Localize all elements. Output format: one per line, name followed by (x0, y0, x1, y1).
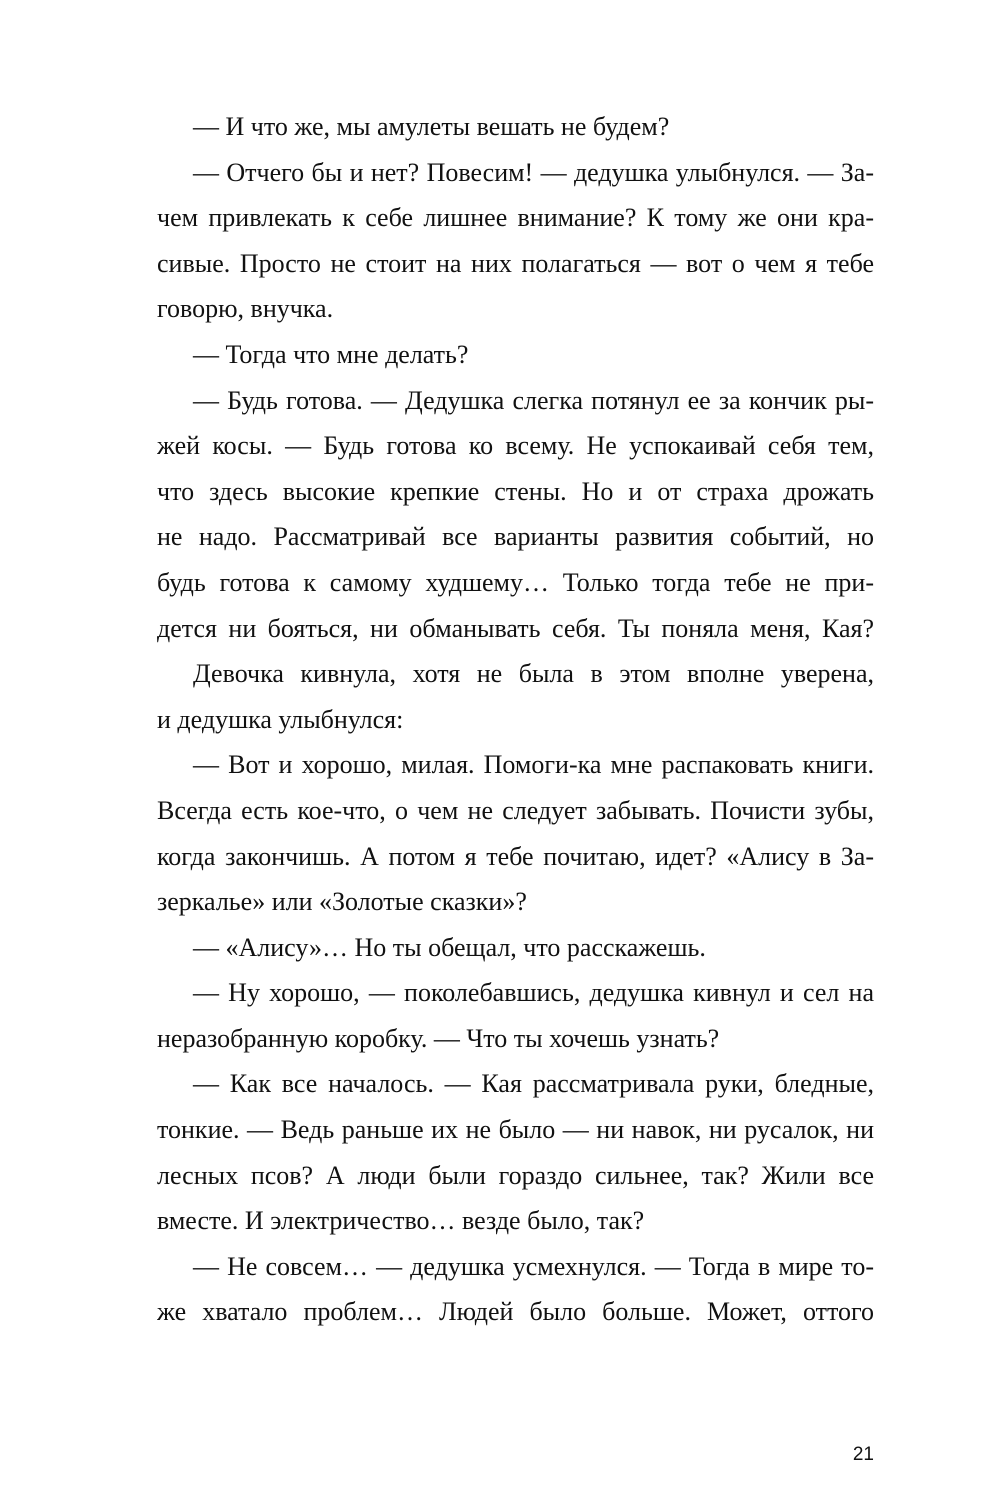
text-line: жей косы. — Будь готова ко всему. Не успокаивай себя тем, (157, 431, 874, 461)
text-line: говорю, внучка. (157, 294, 334, 324)
text-line: — Не совсем… — дедушка усмехнулся. — Тогда в мире то- (193, 1251, 874, 1281)
text-line: вместе. И электричество… везде было, так? (157, 1206, 645, 1236)
text-line: — «Алису»… Но ты обещал, что расскажешь. (193, 932, 706, 962)
text-line: будь готова к самому худшему… Только тогда тебе не при- (157, 567, 874, 597)
text-line: тонкие. — Ведь раньше их не было — ни навок, ни русалок, ни (157, 1115, 874, 1145)
text-line: зеркалье» или «Золотые сказки»? (157, 887, 527, 917)
text-line: не надо. Рассматривай все варианты развития событий, но (157, 522, 874, 552)
text-line: же хватало проблем… Людей было больше. Может, оттого (157, 1297, 874, 1327)
book-page-body (157, 104, 874, 1335)
text-line: — Как все началось. — Кая рассматривала руки, бледные, (193, 1069, 874, 1099)
text-line: дется ни бояться, ни обманывать себя. Ты поняла меня, Кая? (157, 613, 874, 643)
text-line: и дедушка улыбнулся: (157, 704, 404, 734)
text-line: — Ну хорошо, — поколебавшись, дедушка кивнул и сел на (193, 978, 874, 1008)
text-line: сивые. Просто не стоит на них полагаться — вот о чем я тебе (157, 248, 874, 278)
text-line: когда закончишь. А потом я тебе почитаю, идет? «Алису в За- (157, 841, 874, 871)
text-line: — Отчего бы и нет? Повесим! — дедушка улыбнулся. — За- (193, 157, 874, 187)
text-line: — Тогда что мне делать? (193, 339, 469, 369)
text-line: Всегда есть кое-что, о чем не следует забывать. Почисти зубы, (157, 795, 874, 825)
text-line: — И что же, мы амулеты вешать не будем? (193, 112, 670, 141)
text-line: Девочка кивнула, хотя не была в этом вполне уверена, (193, 659, 874, 689)
text-line: лесных псов? А люди были гораздо сильнее, так? Жили все (157, 1160, 874, 1190)
text-line: неразобранную коробку. — Что ты хочешь узнать? (157, 1023, 720, 1053)
page-number: 21 (852, 1444, 874, 1465)
text-line: чем привлекать к себе лишнее внимание? К тому же они кра- (157, 203, 874, 233)
text-line: что здесь высокие крепкие стены. Но и от страха дрожать (157, 476, 874, 506)
text-line: — Будь готова. — Дедушка слегка потянул ее за кончик ры- (193, 385, 874, 415)
text-line: — Вот и хорошо, милая. Помоги-ка мне распаковать книги. (193, 750, 874, 780)
